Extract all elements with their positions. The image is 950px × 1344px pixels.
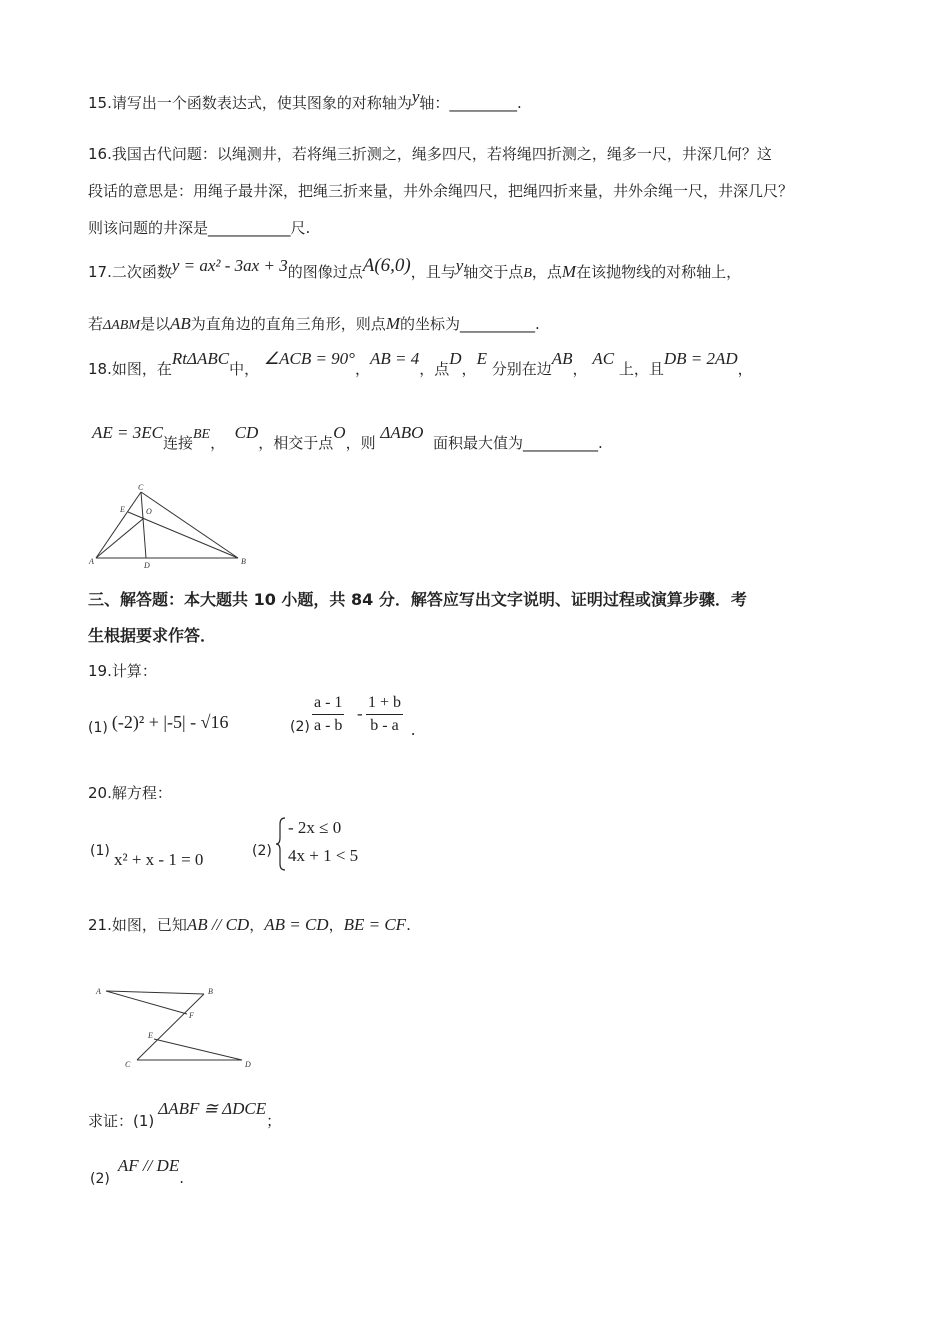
label-c: C bbox=[138, 483, 144, 492]
q21-parallel: AB // CD bbox=[186, 915, 250, 934]
q17-part3: ，且与 bbox=[410, 263, 456, 281]
q21-eq2: BE = CF bbox=[343, 915, 407, 934]
figure-21 bbox=[92, 982, 267, 1072]
q17-AB: AB bbox=[170, 314, 191, 333]
prove-end: . bbox=[179, 1169, 185, 1187]
q20-p1-label: (1) bbox=[90, 843, 110, 859]
label-e: E bbox=[120, 505, 125, 514]
q21-part1: 21.如图，已知 bbox=[88, 916, 187, 934]
q19-part1 bbox=[88, 712, 229, 736]
q17-l2d: 的坐标为__________. bbox=[399, 315, 540, 333]
label-e: E bbox=[148, 1031, 153, 1040]
q17-l2c: 为直角边的直角三角形，则点 bbox=[190, 315, 386, 333]
q20-system-line2: 4x + 1 < 5 bbox=[288, 846, 359, 865]
q17-part6: 在该抛物线的对称轴上， bbox=[576, 263, 742, 281]
q19-p1-label: (1) bbox=[88, 720, 108, 736]
q17-M: M bbox=[561, 262, 577, 281]
q19-f1-den: a - b bbox=[314, 717, 343, 734]
edge-cb bbox=[141, 492, 238, 558]
q17-point: A(6,0) bbox=[362, 255, 411, 276]
prove-semicolon: ； bbox=[266, 1112, 282, 1130]
question-21 bbox=[88, 914, 411, 935]
label-d: D bbox=[245, 1060, 251, 1069]
q17-l2b: 是以 bbox=[140, 315, 171, 333]
q17-equation: y = ax² - 3ax + 3 bbox=[171, 256, 288, 275]
q19-fraction-1 bbox=[312, 694, 344, 735]
q17-triangle: ΔABM bbox=[103, 318, 140, 333]
segment-ab bbox=[106, 991, 204, 994]
q16-line3: 则该问题的井深是___________尺. bbox=[88, 219, 311, 237]
q18-ab: AB = 4 bbox=[370, 349, 420, 368]
q17-line2 bbox=[88, 313, 540, 334]
label-o: O bbox=[146, 507, 152, 516]
edge-ac bbox=[96, 492, 141, 558]
question-18 bbox=[88, 348, 753, 378]
q21-c1: ， bbox=[249, 916, 265, 934]
prove-label: 求证：(1) bbox=[88, 1112, 155, 1130]
q18-AC: AC bbox=[592, 349, 615, 368]
q20-system-line1: - 2x ≤ 0 bbox=[288, 818, 342, 837]
q21-end: . bbox=[406, 916, 411, 934]
q18-O: O bbox=[333, 423, 346, 442]
label-f: F bbox=[189, 1011, 194, 1020]
label-b: B bbox=[208, 987, 213, 996]
question-17 bbox=[88, 255, 742, 281]
q19-p1-expr: (-2)² + |-5| - √16 bbox=[111, 712, 229, 732]
label-d: D bbox=[144, 561, 150, 570]
segment-cd bbox=[141, 492, 146, 558]
q19-p2-label: (2) bbox=[290, 719, 310, 735]
q18-part3: 分别在边 bbox=[491, 360, 552, 378]
q20-title: 20.解方程： bbox=[88, 784, 172, 802]
q19-f2-bar bbox=[366, 714, 403, 715]
segment-af bbox=[106, 991, 187, 1014]
q16-line2: 段话的意思是：用绳子最井深，把绳三折来量，井外余绳四尺，把绳四折来量，井外余绳一尺，井深几尺？ bbox=[88, 182, 794, 200]
prove-label-2: (2) bbox=[90, 1171, 110, 1187]
q17-part5: ，点 bbox=[531, 263, 562, 281]
q19-f1-num: a - 1 bbox=[314, 694, 343, 711]
figure-18-triangle bbox=[86, 482, 256, 572]
q18-c6: ， bbox=[210, 434, 226, 452]
q19-f2-den: b - a bbox=[370, 717, 399, 734]
q17-l2a: 若 bbox=[88, 315, 104, 333]
q21-c2: ， bbox=[328, 916, 344, 934]
q18-part7: ，则 bbox=[345, 434, 376, 452]
q17-part4: 轴交于点 bbox=[463, 263, 524, 281]
label-b: B bbox=[241, 557, 246, 566]
q19-dot: . bbox=[411, 720, 416, 739]
q18-part5: 连接 bbox=[162, 434, 193, 452]
label-a: A bbox=[89, 557, 94, 566]
q18-c4: ， bbox=[572, 360, 588, 378]
q18-part8: 面积最大值为__________. bbox=[432, 434, 603, 452]
q18-D: D bbox=[449, 349, 462, 368]
q18-c3: ， bbox=[461, 360, 477, 378]
label-c: C bbox=[125, 1060, 131, 1069]
q18-line2 bbox=[92, 422, 603, 452]
prove-statement-1: ΔABF ≅ ΔDCE bbox=[158, 1099, 267, 1118]
prove-part1 bbox=[88, 1098, 282, 1130]
q21-eq1: AB = CD bbox=[264, 915, 329, 934]
q17-part1: 17.二次函数 bbox=[88, 263, 172, 281]
q20-p2-label: (2) bbox=[252, 843, 272, 859]
q18-c2: ，点 bbox=[419, 360, 450, 378]
q18-BE: BE bbox=[192, 427, 211, 442]
q17-y: y bbox=[455, 256, 464, 275]
section-3-line1: 三、解答题：本大题共 10 小题，共 84 分．解答应写出文字说明、证明过程或演算步骤．考 bbox=[88, 590, 747, 609]
q17-M2: M bbox=[385, 314, 400, 333]
q20-brace bbox=[275, 816, 287, 872]
q15-after: 轴： bbox=[419, 94, 450, 112]
q15-text: 请写出一个函数表达式，使其图象的对称轴为 bbox=[111, 94, 412, 112]
q15-number: 15. bbox=[88, 94, 112, 112]
prove-part2 bbox=[90, 1156, 185, 1187]
q19-f1-bar bbox=[312, 714, 344, 715]
q18-ae: AE = 3EC bbox=[92, 423, 163, 442]
q18-part2: 中， bbox=[229, 360, 260, 378]
label-a: A bbox=[96, 987, 101, 996]
segment-ao bbox=[96, 518, 144, 558]
q18-c5: ， bbox=[737, 360, 753, 378]
q18-c1: ， bbox=[354, 360, 370, 378]
q16-line1: 16.我国古代问题：以绳测井，若将绳三折测之，绳多四尺，若将绳四折测之，绳多一尺，井深几何？这 bbox=[88, 145, 772, 163]
q18-part4: 上，且 bbox=[618, 360, 664, 378]
q18-E: E bbox=[476, 349, 487, 368]
q19-f2-num: 1 + b bbox=[368, 694, 402, 711]
segment-bc bbox=[137, 994, 204, 1060]
q18-angle: ∠ACB = 90° bbox=[263, 349, 355, 368]
q15-var: y bbox=[411, 87, 420, 106]
q18-CD: CD bbox=[234, 423, 259, 442]
q17-part2: 的图像过点 bbox=[287, 263, 363, 281]
q18-rt-triangle: RtΔABC bbox=[171, 349, 230, 368]
q18-db: DB = 2AD bbox=[663, 349, 738, 368]
q18-part1: 18.如图，在 bbox=[88, 360, 172, 378]
segment-ed bbox=[154, 1039, 242, 1060]
q18-AB: AB bbox=[551, 349, 573, 368]
question-15 bbox=[88, 87, 522, 113]
q19-fraction-2 bbox=[366, 694, 403, 735]
q15-blank: _________ bbox=[449, 94, 517, 112]
q15-end: . bbox=[516, 94, 522, 112]
section-3-line2: 生根据要求作答． bbox=[88, 626, 217, 645]
q19-title: 19.计算： bbox=[88, 662, 157, 680]
q17-B: B bbox=[523, 266, 532, 281]
q18-abo: ΔABO bbox=[380, 423, 424, 442]
q20-p1-expr: x² + x - 1 = 0 bbox=[114, 850, 204, 869]
q19-minus: - bbox=[357, 704, 363, 723]
q18-part6: ，相交于点 bbox=[258, 434, 334, 452]
prove-statement-2: AF // DE bbox=[117, 1156, 180, 1175]
